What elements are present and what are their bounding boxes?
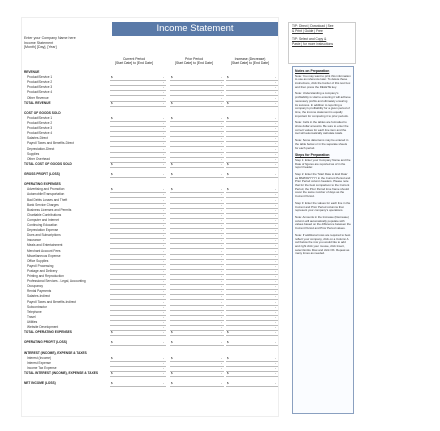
row-label: Website Development: [27, 325, 59, 329]
value-text: -: [275, 258, 276, 263]
currency-symbol: $: [171, 115, 173, 120]
row-label: Charitable Contributions: [27, 212, 62, 217]
currency-symbol: $: [171, 381, 173, 386]
value-text: -: [163, 151, 164, 156]
currency-symbol: $: [227, 172, 229, 176]
currency-symbol: $: [171, 355, 173, 360]
currency-symbol: $: [171, 187, 173, 192]
row-label: Salaries-Direct: [27, 136, 48, 141]
value-text: -: [163, 141, 164, 146]
value-text: -: [275, 381, 276, 386]
value-text: -: [221, 192, 222, 197]
value-text: -: [221, 309, 222, 314]
value-text: -: [163, 95, 164, 100]
value-text: -: [275, 131, 276, 136]
row-label: OPERATING EXPENSES: [24, 182, 61, 187]
value-text: -: [221, 268, 222, 273]
value-text: -: [275, 197, 276, 202]
value-text: -: [163, 304, 164, 309]
currency-symbol: $: [111, 340, 113, 345]
value-text: -: [275, 172, 276, 176]
value-text: -: [275, 80, 276, 85]
currency-symbol: $: [111, 115, 113, 120]
value-text: -: [221, 187, 222, 192]
currency-symbol: $: [111, 187, 113, 192]
row-label: OPERATING PROFIT (LOSS): [24, 340, 67, 345]
value-text: -: [275, 207, 276, 212]
value-text: -: [163, 279, 164, 284]
row-label: Insurance: [27, 238, 41, 243]
value-text: -: [221, 161, 222, 166]
row-label: Advertising and Promotion: [27, 187, 65, 192]
value-text: -: [163, 90, 164, 95]
value-text: -: [163, 289, 164, 294]
value-text: -: [163, 192, 164, 197]
value-text: -: [275, 365, 276, 370]
row-label: TOTAL REVENUE: [24, 100, 51, 105]
value-text: -: [275, 141, 276, 146]
value-text: -: [275, 75, 276, 80]
value-text: -: [275, 309, 276, 314]
value-text: -: [163, 202, 164, 207]
value-text: -: [275, 100, 276, 105]
value-text: -: [221, 90, 222, 95]
notes-paragraph: Note: If additional rows are required to best reflect your company, click on a Column A cell below the row you would like to add and right click your mouse, click Insert, select Entire Row and click OK. Repeat as many times as needed.: [295, 232, 351, 256]
value-text: -: [275, 233, 276, 238]
currency-symbol: $: [111, 75, 113, 80]
value-text: -: [221, 141, 222, 146]
row-label: Product/Service 2: [27, 121, 53, 125]
value-text: -: [275, 85, 276, 90]
row-label: Bank Service Charges: [27, 202, 59, 207]
value-text: -: [221, 156, 222, 161]
currency-symbol: $: [227, 75, 229, 80]
value-text: -: [163, 294, 164, 299]
value-text: -: [221, 263, 222, 268]
value-text: -: [163, 319, 164, 324]
row-label: GROSS PROFIT (LOSS): [24, 172, 60, 176]
value-text: -: [163, 146, 164, 151]
value-text: -: [275, 146, 276, 151]
value-text: -: [163, 217, 164, 222]
value-text: -: [163, 172, 164, 176]
value-text: -: [163, 197, 164, 202]
value-text: -: [275, 161, 276, 166]
value-text: -: [275, 126, 276, 131]
value-text: -: [221, 172, 222, 176]
row-label: NET INCOME (LOSS): [24, 381, 56, 386]
table-row: [24, 381, 276, 386]
currency-symbol: $: [111, 381, 113, 386]
currency-symbol: $: [227, 161, 229, 166]
value-text: -: [221, 243, 222, 248]
value-text: -: [163, 212, 164, 217]
value-text: -: [275, 268, 276, 273]
value-text: -: [275, 274, 276, 278]
value-text: -: [275, 212, 276, 217]
currency-symbol: $: [111, 172, 113, 176]
currency-symbol: $: [227, 115, 229, 120]
value-text: -: [221, 136, 222, 141]
value-text: -: [275, 330, 276, 335]
row-label: Printing and Reproduction: [27, 274, 64, 278]
value-text: -: [275, 187, 276, 192]
value-text: -: [275, 299, 276, 304]
value-text: -: [163, 330, 164, 335]
value-text: -: [163, 126, 164, 131]
value-text: -: [163, 370, 164, 375]
value-text: -: [163, 207, 164, 212]
value-text: -: [221, 381, 222, 386]
value-text: -: [221, 370, 222, 375]
value-text: -: [221, 330, 222, 335]
row-label: TOTAL COST OF GOODS SOLD: [24, 161, 72, 166]
value-text: -: [221, 126, 222, 131]
value-text: -: [221, 258, 222, 263]
value-text: -: [221, 228, 222, 233]
tip-line-3[interactable]: TIP: Select and Copy &: [292, 37, 327, 41]
column-current-period: Current Period [Start Date] to [End Date]: [115, 57, 153, 65]
currency-symbol: $: [227, 381, 229, 386]
row-label: Interest (Income): [27, 355, 52, 360]
notes-paragraph: Note: You may want to print this information to use as reference later. To delete these instructions, click the border of this text box and then press the DELETE key.: [295, 73, 351, 89]
value-text: -: [275, 136, 276, 141]
currency-symbol: $: [171, 100, 173, 105]
value-text: -: [275, 121, 276, 125]
row-label: Miscellaneous Expense: [27, 253, 61, 258]
row-label: Merchant Account Fees: [27, 248, 61, 253]
statement-date[interactable]: [Month] [Day], [Year]: [24, 45, 57, 49]
value-text: -: [275, 319, 276, 324]
value-text: -: [163, 381, 164, 386]
row-label: Income Tax Expense: [27, 365, 57, 370]
currency-symbol: $: [171, 370, 173, 375]
row-label: Continuing Education: [27, 223, 58, 227]
value-text: -: [163, 325, 164, 329]
value-text: -: [163, 268, 164, 273]
row-label: INTEREST (INCOME), EXPENSE & TAXES: [24, 350, 87, 355]
value-text: -: [163, 85, 164, 90]
value-text: -: [163, 100, 164, 105]
value-text: -: [163, 299, 164, 304]
currency-symbol: $: [111, 161, 113, 166]
value-text: -: [275, 156, 276, 161]
currency-symbol: $: [171, 75, 173, 80]
value-text: -: [221, 100, 222, 105]
company-name[interactable]: Enter your Company Name here: [24, 36, 76, 40]
value-text: -: [163, 156, 164, 161]
row-label: Automobile/Transportation: [27, 192, 65, 197]
value-text: -: [163, 243, 164, 248]
currency-symbol: $: [227, 100, 229, 105]
column-prior-period: Prior Period [Start Date] to [End Date]: [175, 57, 213, 65]
value-text: -: [275, 115, 276, 120]
row-label: Computer and Internet: [27, 217, 59, 222]
value-text: -: [221, 360, 222, 365]
value-text: -: [221, 212, 222, 217]
row-label: Payroll Taxes and Benefits-Indirect: [27, 299, 77, 304]
row-label: Other Overhead: [27, 156, 50, 161]
income-statement-sheet: [22, 18, 278, 416]
value-text: -: [163, 228, 164, 233]
tip-line-1[interactable]: TIP: Direct | Download | See: [292, 24, 334, 28]
value-text: -: [275, 289, 276, 294]
notes-heading: Notes on Preparation: [295, 69, 330, 73]
value-cell: [110, 381, 166, 387]
value-text: -: [221, 85, 222, 90]
value-text: -: [221, 238, 222, 243]
value-text: -: [275, 192, 276, 197]
value-text: -: [275, 360, 276, 365]
column-increase-decrease: Increase (Decrease) [Start Date] to [End Date]: [231, 57, 269, 65]
value-cell: [226, 381, 278, 387]
value-text: -: [163, 161, 164, 166]
value-text: -: [163, 314, 164, 319]
value-text: -: [275, 238, 276, 243]
currency-symbol: $: [227, 187, 229, 192]
value-text: -: [275, 355, 276, 360]
row-label: TOTAL INTEREST (INCOME), EXPENSE & TAXES: [24, 370, 98, 375]
value-text: -: [221, 253, 222, 258]
currency-symbol: $: [227, 370, 229, 375]
value-text: -: [163, 258, 164, 263]
currency-symbol: $: [171, 161, 173, 166]
value-text: -: [221, 75, 222, 80]
value-text: -: [163, 355, 164, 360]
value-text: -: [275, 202, 276, 207]
value-text: -: [275, 228, 276, 233]
value-text: -: [163, 309, 164, 314]
row-label: Salaries-Indirect: [27, 294, 51, 299]
value-text: -: [163, 121, 164, 125]
value-text: -: [221, 217, 222, 222]
value-text: -: [221, 131, 222, 136]
row-label: Product/Service 3: [27, 85, 53, 90]
row-label: Professional Services - Legal, Accounting: [27, 279, 86, 284]
value-text: -: [221, 294, 222, 299]
notes-paragraph: Note: Amounts in the Increase (Decrease) column will automatically populate with values based on the difference between the Current Period and Prior Period values.: [295, 214, 351, 231]
value-text: -: [221, 115, 222, 120]
value-text: -: [163, 187, 164, 192]
row-label: Product/Service 1: [27, 75, 53, 80]
tip-line-4[interactable]: Paste | for more instructions: [292, 42, 333, 46]
notes-paragraph: Step 3: Enter the values for each line in the Current and Prior Period columns that represent your company's operations.: [295, 200, 351, 213]
value-text: -: [221, 314, 222, 319]
value-text: -: [221, 233, 222, 238]
preparation-notes-panel: [292, 66, 354, 414]
value-text: -: [163, 360, 164, 365]
row-label: Product/Service 4: [27, 90, 53, 95]
value-text: -: [275, 370, 276, 375]
row-label: Supplies: [27, 151, 40, 156]
value-text: -: [163, 223, 164, 227]
statement-subtitle: Income Statement: [24, 40, 54, 45]
notes-paragraph: Step 2: Enter the 'Start Date to End Date' as MM/DD/YYYY in the Current Period and Prior Period column headers. Please note that for the best comparison to the Current Period, the Prior Period time frame should cover the same number of days as the Current Period.: [295, 171, 351, 199]
value-text: -: [163, 284, 164, 289]
value-text: -: [275, 90, 276, 95]
value-text: -: [221, 207, 222, 212]
row-label: Meals and Entertainment: [27, 243, 63, 248]
value-text: -: [275, 263, 276, 268]
row-label: Travel: [27, 314, 36, 319]
currency-symbol: $: [111, 330, 113, 335]
value-text: -: [275, 304, 276, 309]
value-text: -: [275, 253, 276, 258]
row-label: Product/Service 1: [27, 115, 53, 120]
currency-symbol: $: [171, 172, 173, 176]
value-text: -: [163, 340, 164, 345]
row-label: COST OF GOODS SOLD: [24, 110, 61, 115]
row-label: Bad Debts Losses and Theft: [27, 197, 68, 202]
statement-title: Income Statement: [112, 22, 278, 36]
value-text: -: [221, 365, 222, 370]
row-label: Subcontractor: [27, 304, 47, 309]
value-text: -: [163, 131, 164, 136]
notes-paragraph: Note: Cells in the tables are formatted to show dollar amounts. Be sure to enter the correct values for each line item and the tool will automatically calculate totals.: [295, 120, 349, 136]
row-label: REVENUE: [24, 70, 40, 74]
row-label: Telephone: [27, 309, 42, 314]
value-text: -: [163, 80, 164, 85]
value-text: -: [221, 274, 222, 278]
currency-symbol: $: [227, 340, 229, 345]
row-label: Payroll Processing: [27, 263, 54, 268]
value-text: -: [221, 319, 222, 324]
value-text: -: [221, 248, 222, 253]
value-text: -: [221, 95, 222, 100]
value-text: -: [275, 325, 276, 329]
value-text: -: [221, 279, 222, 284]
value-text: -: [163, 274, 164, 278]
value-text: -: [221, 80, 222, 85]
tip-line-2[interactable]: & Print | Guide | Free: [292, 29, 323, 33]
value-text: -: [275, 279, 276, 284]
value-text: -: [163, 238, 164, 243]
currency-symbol: $: [227, 355, 229, 360]
notes-heading: Steps for Preparation: [295, 153, 330, 158]
value-text: -: [163, 248, 164, 253]
value-text: -: [275, 223, 276, 227]
value-text: -: [275, 151, 276, 156]
value-text: -: [221, 304, 222, 309]
value-text: -: [221, 325, 222, 329]
row-label: Interest Expense: [27, 360, 51, 365]
value-text: -: [163, 115, 164, 120]
value-text: -: [221, 197, 222, 202]
value-text: -: [221, 223, 222, 227]
value-text: -: [275, 243, 276, 248]
notes-paragraph: Note: Understanding a company's profitability is vital to ensuring it will achieve necessary profits and ultimately ensuring its success. In addition to reporting a company's profitability for a given period of time, the income statement is equally important for comparing it to prior periods.: [295, 91, 351, 118]
value-text: -: [163, 75, 164, 80]
row-label: Payroll Taxes and Benefits-Direct: [27, 141, 74, 146]
value-text: -: [221, 121, 222, 125]
row-label: Product/Service 4: [27, 131, 53, 136]
currency-symbol: $: [111, 355, 113, 360]
value-text: -: [275, 284, 276, 289]
row-label: Rental Payments: [27, 289, 52, 294]
value-text: -: [275, 217, 276, 222]
currency-symbol: $: [111, 370, 113, 375]
value-text: -: [275, 294, 276, 299]
row-label: TOTAL OPERATING EXPENSES: [24, 330, 72, 335]
value-text: -: [221, 299, 222, 304]
value-text: -: [163, 136, 164, 141]
row-label: Other Revenue: [27, 95, 49, 100]
row-label: Depreciation-Direct: [27, 146, 55, 151]
row-label: Depreciation Expense: [27, 228, 59, 233]
row-label: Office Supplies: [27, 258, 49, 263]
value-text: -: [163, 263, 164, 268]
value-text: -: [163, 233, 164, 238]
row-label: Business Licenses and Permits: [27, 207, 72, 212]
value-text: -: [221, 151, 222, 156]
currency-symbol: $: [227, 330, 229, 335]
row-label: Product/Service 3: [27, 126, 53, 131]
value-text: -: [163, 253, 164, 258]
value-text: -: [221, 284, 222, 289]
notes-paragraph: Note: Some data items may be entered in the table below or in the separate sheets for each period.: [295, 138, 349, 150]
currency-symbol: $: [111, 100, 113, 105]
value-text: -: [221, 202, 222, 207]
row-label: Product/Service 2: [27, 80, 53, 85]
value-text: -: [275, 248, 276, 253]
value-text: -: [221, 146, 222, 151]
row-label: Dues and Subscriptions: [27, 233, 61, 238]
value-text: -: [221, 289, 222, 294]
value-text: -: [221, 340, 222, 345]
row-label: Postage and Delivery: [27, 268, 58, 273]
value-text: -: [275, 314, 276, 319]
currency-symbol: $: [171, 340, 173, 345]
value-text: -: [163, 365, 164, 370]
currency-symbol: $: [171, 330, 173, 335]
value-text: -: [275, 340, 276, 345]
value-text: -: [275, 95, 276, 100]
value-cell: [170, 381, 224, 387]
notes-paragraph: Step 1: Enter your Company Name and the Date of figures are reported as of in the report header.: [295, 157, 351, 170]
value-text: -: [221, 355, 222, 360]
row-label: Occupancy: [27, 284, 43, 289]
row-label: Utilities: [27, 319, 38, 324]
